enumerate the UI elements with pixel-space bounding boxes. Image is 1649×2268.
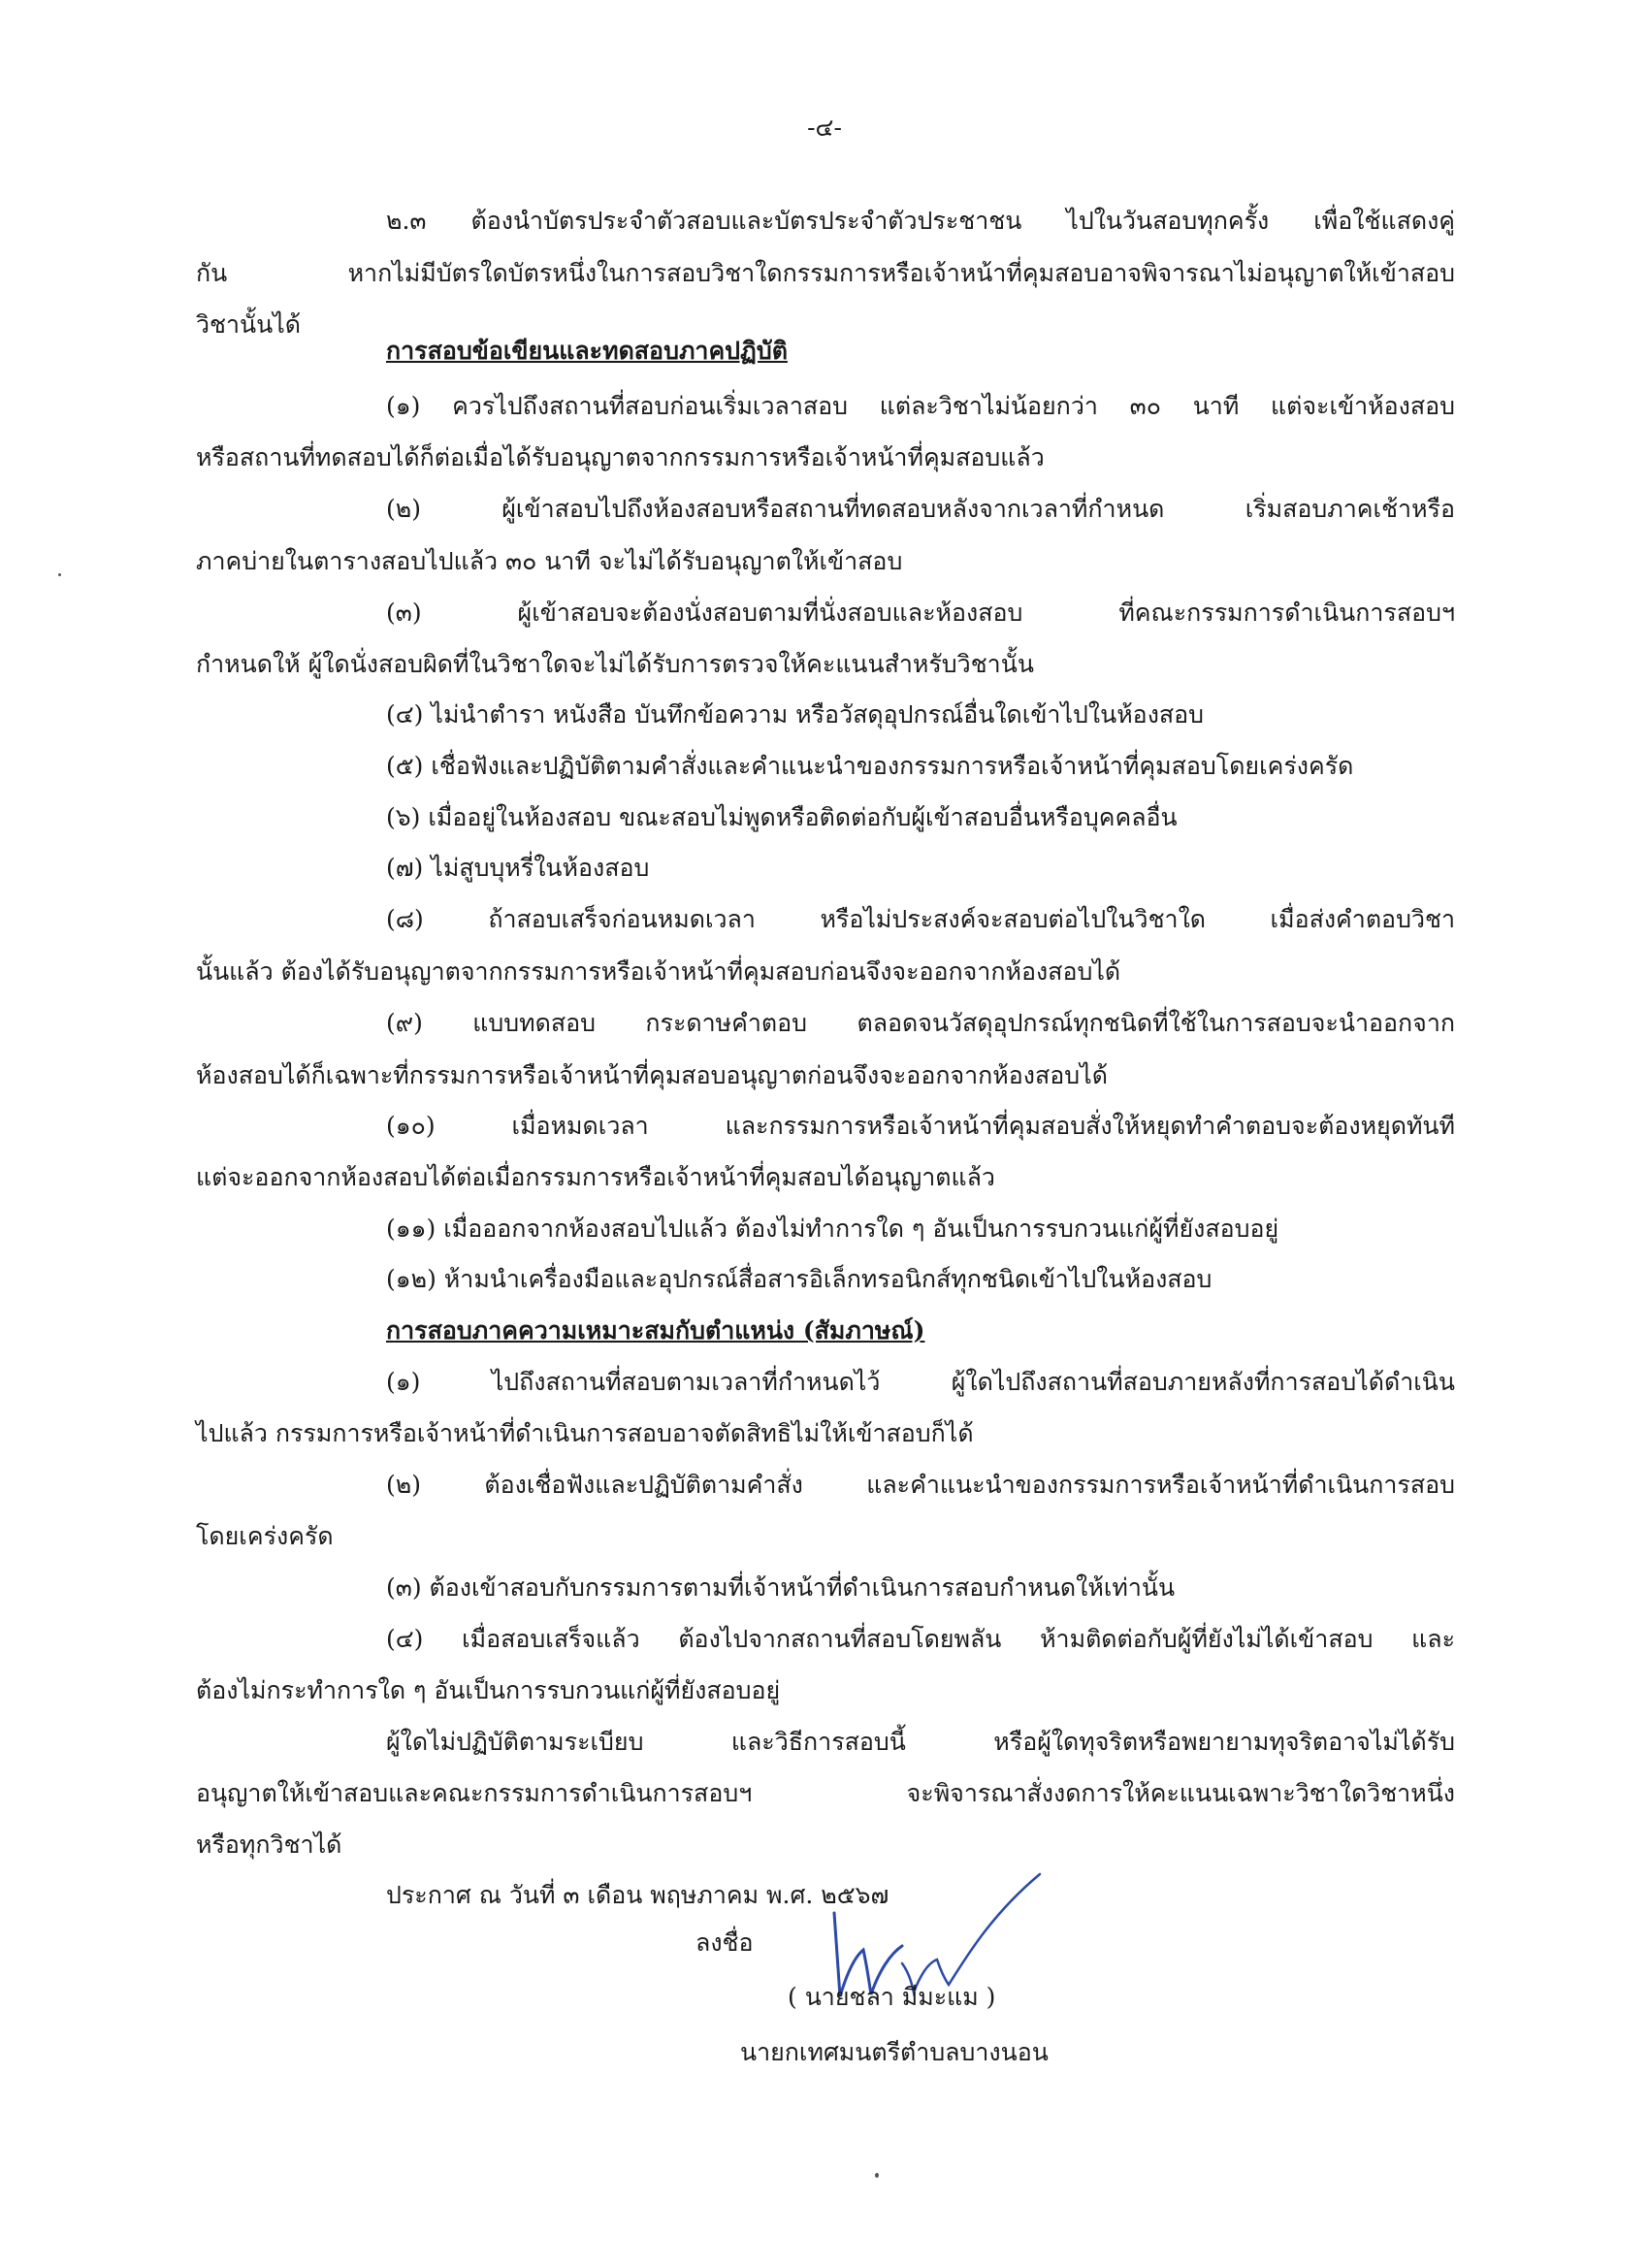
- paragraph-line: (๑) ควรไปถึงสถานที่สอบก่อนเริ่มเวลาสอบ แต่ละวิชาไม่น้อยกว่า ๓๐ นาที แต่จะเข้าห้องสอบ: [386, 392, 1455, 420]
- paragraph-line: (๘) ถ้าสอบเสร็จก่อนหมดเวลา หรือไม่ประสงค์จะสอบต่อไปในวิชาใด เมื่อส่งคำตอบวิชา: [386, 905, 1455, 933]
- scan-speck: [58, 573, 61, 576]
- signature-label: ลงชื่อ: [695, 1928, 754, 1957]
- paragraph-line: วิชานั้นได้: [196, 310, 302, 339]
- paragraph-line: อนุญาตให้เข้าสอบและคณะกรรมการดำเนินการสอบฯ จะพิจารณาสั่งงดการให้คะแนนเฉพาะวิชาใดวิชาหนึ่ง: [196, 1779, 1455, 1807]
- paragraph-line: ๒.๓ ต้องนำบัตรประจำตัวสอบและบัตรประจำตัวประชาชน ไปในวันสอบทุกครั้ง เพื่อใช้แสดงคู่: [386, 207, 1455, 235]
- paragraph-line: หรือทุกวิชาได้: [196, 1831, 342, 1859]
- paragraph-line: (๒) ผู้เข้าสอบไปถึงห้องสอบหรือสถานที่ทดสอบหลังจากเวลาที่กำหนด เริ่มสอบภาคเช้าหรือ: [386, 495, 1455, 523]
- paragraph-line: ไปแล้ว กรรมการหรือเจ้าหน้าที่ดำเนินการสอบอาจตัดสิทธิไม่ให้เข้าสอบก็ได้: [196, 1419, 974, 1447]
- paragraph-line: (๗) ไม่สูบบุหรี่ในห้องสอบ: [386, 854, 650, 882]
- signatory-title: นายกเทศมนตรีตำบลบางนอน: [740, 2038, 1049, 2066]
- paragraph-line: (๔) เมื่อสอบเสร็จแล้ว ต้องไปจากสถานที่สอบโดยพลัน ห้ามติดต่อกับผู้ที่ยังไม่ได้เข้าสอบ และ: [386, 1625, 1455, 1653]
- paragraph-line: (๑) ไปถึงสถานที่สอบตามเวลาที่กำหนดไว้ ผู้ใดไปถึงสถานที่สอบภายหลังที่การสอบได้ดำเนิน: [386, 1368, 1455, 1396]
- paragraph-line: กำหนดให้ ผู้ใดนั่งสอบผิดที่ในวิชาใดจะไม่ได้รับการตรวจให้คะแนนสำหรับวิชานั้น: [196, 650, 1034, 678]
- paragraph-line: กัน หากไม่มีบัตรใดบัตรหนึ่งในการสอบวิชาใดกรรมการหรือเจ้าหน้าที่คุมสอบอาจพิจารณาไม่อนุญาตให้เข้าสอบ: [196, 259, 1455, 287]
- paragraph-line: (๑๒) ห้ามนำเครื่องมือและอุปกรณ์สื่อสารอิเล็กทรอนิกส์ทุกชนิดเข้าไปในห้องสอบ: [386, 1265, 1212, 1293]
- paragraph-line: (๒) ต้องเชื่อฟังและปฏิบัติตามคำสั่ง และคำแนะนำของกรรมการหรือเจ้าหน้าที่ดำเนินการสอบ: [386, 1471, 1455, 1499]
- signatory-name: ( นายชลา มีมะแม ): [788, 1983, 996, 2011]
- scan-speck: [875, 2173, 879, 2178]
- paragraph-line: ผู้ใดไม่ปฏิบัติตามระเบียบ และวิธีการสอบนี้ หรือผู้ใดทุจริตหรือพยายามทุจริตอาจไม่ได้รับ: [386, 1728, 1455, 1756]
- paragraph-line: (๔) ไม่นำตำรา หนังสือ บันทึกข้อความ หรือวัสดุอุปกรณ์อื่นใดเข้าไปในห้องสอบ: [386, 700, 1205, 729]
- paragraph-line: (๓) ต้องเข้าสอบกับกรรมการตามที่เจ้าหน้าที่ดำเนินการสอบกำหนดให้เท่านั้น: [386, 1573, 1176, 1602]
- section-heading-interview: การสอบภาคความเหมาะสมกับตำแหน่ง (สัมภาษณ์): [386, 1316, 925, 1345]
- paragraph-line: (๑๑) เมื่อออกจากห้องสอบไปแล้ว ต้องไม่ทำการใด ๆ อันเป็นการรบกวนแก่ผู้ที่ยังสอบอยู่: [386, 1215, 1279, 1243]
- paragraph-line: (๙) แบบทดสอบ กระดาษคำตอบ ตลอดจนวัสดุอุปกรณ์ทุกชนิดที่ใช้ในการสอบจะนำออกจาก: [386, 1009, 1455, 1037]
- paragraph-line: ภาคบ่ายในตารางสอบไปแล้ว ๓๐ นาที จะไม่ได้รับอนุญาตให้เข้าสอบ: [196, 547, 903, 575]
- page-number: -๔-: [807, 113, 842, 142]
- paragraph-line: นั้นแล้ว ต้องได้รับอนุญาตจากกรรมการหรือเจ้าหน้าที่คุมสอบก่อนจึงจะออกจากห้องสอบได้: [196, 957, 1121, 986]
- paragraph-line: หรือสถานที่ทดสอบได้ก็ต่อเมื่อได้รับอนุญาตจากกรรมการหรือเจ้าหน้าที่คุมสอบแล้ว: [196, 443, 1045, 471]
- paragraph-line: (๕) เชื่อฟังและปฏิบัติตามคำสั่งและคำแนะนำของกรรมการหรือเจ้าหน้าที่คุมสอบโดยเคร่งครัด: [386, 752, 1354, 780]
- announcement-date: ประกาศ ณ วันที่ ๓ เดือน พฤษภาคม พ.ศ. ๒๕๖๗: [386, 1881, 889, 1909]
- paragraph-line: ต้องไม่กระทำการใด ๆ อันเป็นการรบกวนแก่ผู้ที่ยังสอบอยู่: [196, 1676, 781, 1704]
- paragraph-line: โดยเคร่งครัด: [196, 1522, 334, 1550]
- paragraph-line: แต่จะออกจากห้องสอบได้ต่อเมื่อกรรมการหรือเจ้าหน้าที่คุมสอบได้อนุญาตแล้ว: [196, 1163, 995, 1191]
- paragraph-line: (๓) ผู้เข้าสอบจะต้องนั่งสอบตามที่นั่งสอบและห้องสอบ ที่คณะกรรมการดำเนินการสอบฯ: [386, 599, 1455, 627]
- paragraph-line: (๖) เมื่ออยู่ในห้องสอบ ขณะสอบไม่พูดหรือติดต่อกับผู้เข้าสอบอื่นหรือบุคคลอื่น: [386, 803, 1178, 831]
- paragraph-line: ห้องสอบได้ก็เฉพาะที่กรรมการหรือเจ้าหน้าที่คุมสอบอนุญาตก่อนจึงจะออกจากห้องสอบได้: [196, 1061, 1108, 1089]
- section-heading-written-exam: การสอบข้อเขียนและทดสอบภาคปฏิบัติ: [386, 337, 788, 365]
- paragraph-line: (๑๐) เมื่อหมดเวลา และกรรมการหรือเจ้าหน้าที่คุมสอบสั่งให้หยุดทำคำตอบจะต้องหยุดทันที: [386, 1112, 1455, 1140]
